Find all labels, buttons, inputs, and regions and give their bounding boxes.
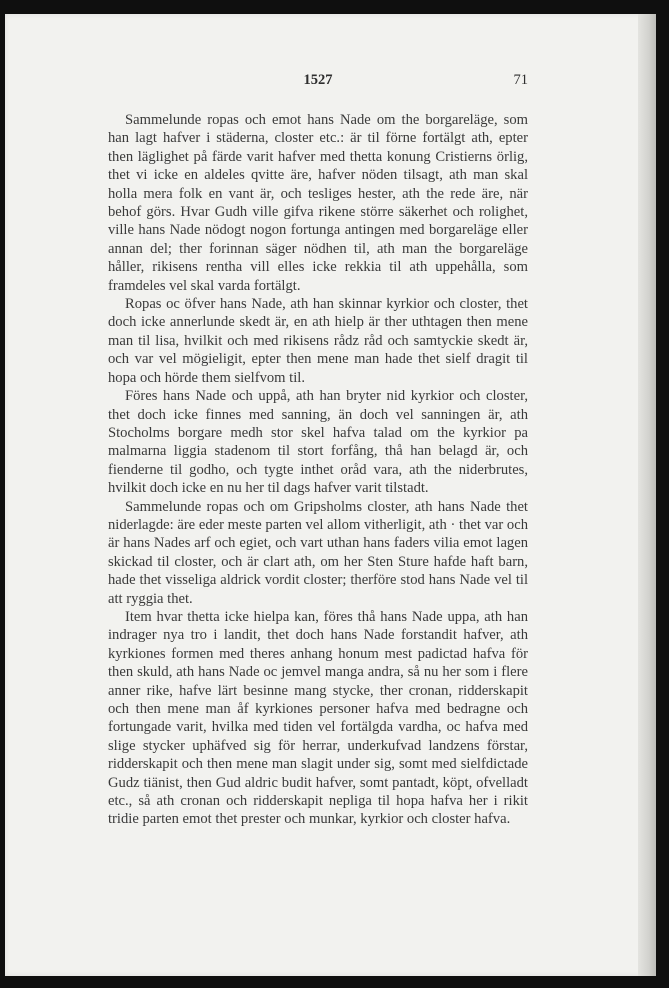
paragraph-2: Ropas oc öfver hans Nade, ath han skinnar kyrkior och closter, thet doch icke annerlunde skedt är, en ath hielp är ther uthtagen then mene man til lisa, hvilkit och med rikisens rådz råd och samtyckie skedt är, och var vel mögieligit, epter then mene man hade thet sielf dragit til hopa och hörde them sielfvom til. (108, 296, 528, 386)
page-edge-shadow (638, 14, 656, 976)
paragraph-5: Item hvar thetta icke hielpa kan, föres thå hans Nade uppa, ath han indrager nya tro i landit, thet doch hans Nade forstandit hafver, ath kyrkiones formen med theres anhang honum mest padictad hafva för then skuld, ath hans Nade oc jemvel manga andra, så nu her som i flere anner rike, hafve lärt besinne mang stycke, ther cronan, ridderskapit och then mene man åf kyrkiones personer hafva med bedragne och fortungade varit, hvilka med tiden vel fortälgda vardha, oc hafva med slige stycker uphäfved sig för herrar, underkufvad landzens förstar, ridderskapit och then mene man slagit under sig, somt med sielfdictade Gudz tiänist, then Gud aldric budit hafver, somt pantadt, köpt, ofvelladt etc., så ath cronan och ridderskapit nepliga til hopa hafva her i rikit tridie parten emot thet prester och munkar, kyrkior och closter hafva. (108, 608, 528, 828)
paragraph-1: Sammelunde ropas och emot hans Nade om the borgareläge, som han lagt hafver i städerna, closter etc.: är til förne fortälgt ath, epter then läglighet på färde varit hafver med thetta konung Cristierns örlig, thet vi icke en aldeles qvitte äre, hafver nöden tilsagt, ath man skal holla mera folk en vant är, och tesliges hester, ath the rede äre, när behof görs. Hvar Gudh ville gifva rikene större säkerhet och rolighet, ville hans Nade nödogt nogon fortunga antingen med borgareläge eller annan del; ther forinnan säger nödhen til, ath man the borgareläge håller, rikisens rentha vill elles icke rekkia til ath uppehålla, som framdeles vel skal varda fortälgt. (108, 112, 528, 294)
book-page (5, 14, 656, 976)
paragraph-3: Föres hans Nade och uppå, ath han bryter nid kyrkior och closter, thet doch icke finnes med sanning, än doch vel sanningen är, ath Stocholms borgare medh stor skel hafva talad om the kyrkior pa malmarna liggia stadenom til stort forfång, thå han belagd är, och fienderne til godho, och tygte inthet oråd vara, ath the niderbrutes, hvilkit doch icke en nu her til dags hafver varit tilstadt. (108, 388, 528, 497)
page-header (108, 72, 528, 96)
page-number: 71 (513, 72, 528, 88)
body-text (108, 111, 528, 829)
running-head-year: 1527 (303, 72, 333, 88)
paragraph-4: Sammelunde ropas och om Gripsholms closter, ath hans Nade thet niderlagde: äre eder meste parten vel allom vitherligit, ath · thet var och är hans Nades arf och egiet, och vart uthan hans faders vilia emot lagen skickad til closter, och är clart ath, om her Sten Sture hafde haft barn, hade thet visseliga aldrick vordit closter; therföre stod hans Nade vel til att ryggia thet. (108, 498, 528, 607)
